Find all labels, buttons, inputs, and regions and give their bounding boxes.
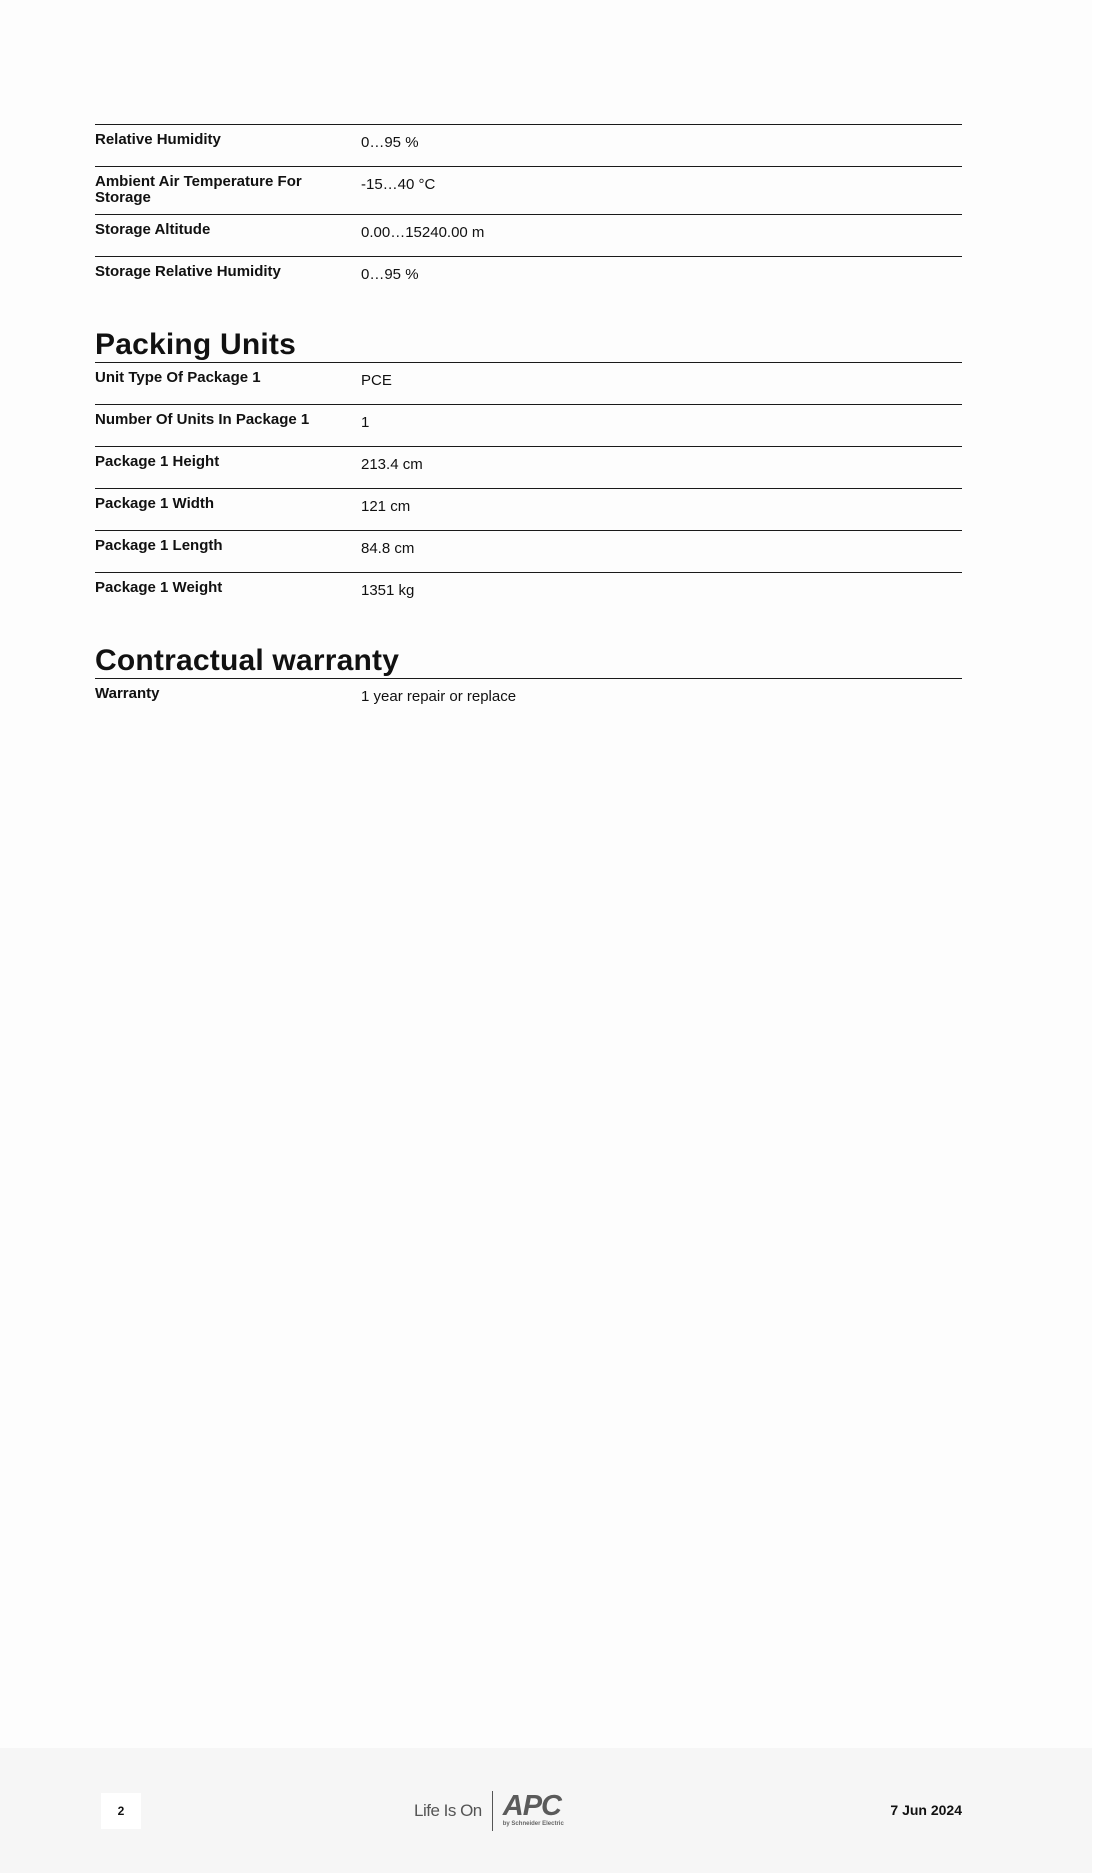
page-footer [0,1748,1092,1873]
spec-value: 84.8 cm [361,531,962,573]
page-number: 2 [101,1793,141,1829]
spec-label: Package 1 Width [95,489,361,531]
table-row [95,125,962,167]
section-title: Packing Units [95,328,296,361]
spec-value: 0…95 % [361,125,962,167]
table-row [95,573,962,615]
logo-subtext: by Schneider Electric [502,1821,564,1827]
warranty-spec-table [95,678,962,720]
tagline: Life Is On [414,1801,482,1820]
spec-label: Package 1 Weight [95,573,361,615]
spec-label: Storage Relative Humidity [95,257,361,299]
table-row [95,679,962,721]
table-row [95,167,962,215]
spec-label: Package 1 Height [95,447,361,489]
spec-value: 0.00…15240.00 m [361,215,962,257]
logo-divider [492,1791,493,1831]
packing-units-section [95,328,962,614]
spec-value: 0…95 % [361,257,962,299]
section-title: Contractual warranty [95,644,400,677]
table-row [95,489,962,531]
spec-label: Storage Altitude [95,215,361,257]
spec-label: Warranty [95,679,361,721]
table-row [95,215,962,257]
environment-spec-table [95,124,962,298]
spec-value: 213.4 cm [361,447,962,489]
logo-text: APC [502,1790,561,1822]
spec-value: 1 [361,405,962,447]
spec-label: Number Of Units In Package 1 [95,405,361,447]
brand-logo [414,1790,564,1832]
table-row [95,363,962,405]
table-row [95,257,962,299]
spec-label: Package 1 Length [95,531,361,573]
spec-label: Unit Type Of Package 1 [95,363,361,405]
spec-value: PCE [361,363,962,405]
page-content [95,124,962,720]
spec-value: -15…40 °C [361,167,962,215]
spec-value: 1 year repair or replace [361,679,962,721]
packing-spec-table [95,362,962,614]
contractual-warranty-section [95,644,962,720]
spec-label: Ambient Air Temperature For Storage [95,167,361,215]
table-row [95,531,962,573]
document-date: 7 Jun 2024 [890,1802,962,1818]
table-row [95,405,962,447]
spec-label: Relative Humidity [95,125,361,167]
apc-logo [502,1790,564,1829]
spec-value: 121 cm [361,489,962,531]
spec-value: 1351 kg [361,573,962,615]
table-row [95,447,962,489]
